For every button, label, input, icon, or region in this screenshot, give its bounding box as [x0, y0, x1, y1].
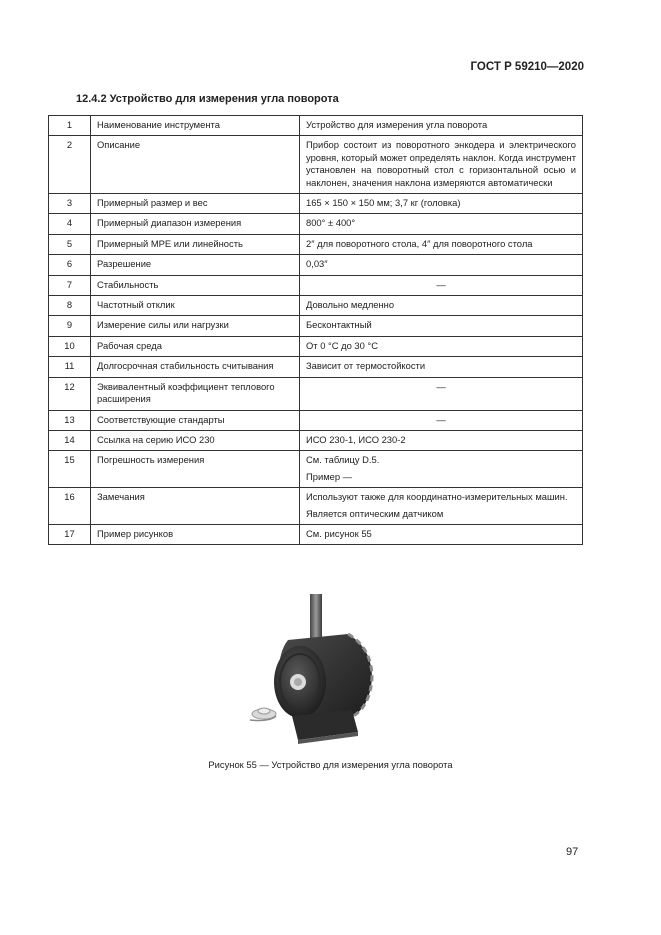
table-row [49, 488, 583, 525]
table-row [49, 316, 583, 336]
table-row [49, 194, 583, 214]
table-row [49, 451, 583, 488]
figure-caption: Рисунок 55 — Устройство для измерения угла поворота [208, 759, 453, 770]
table-row [49, 410, 583, 430]
row-value: ИСО 230-1, ИСО 230-2 [300, 430, 583, 450]
row-number: 16 [49, 488, 91, 525]
row-number: 13 [49, 410, 91, 430]
table-row [49, 136, 583, 194]
row-number: 10 [49, 336, 91, 356]
table-row [49, 214, 583, 234]
row-value-line: Используют также для координатно-измерительных машин. [306, 491, 568, 503]
row-value: — [300, 275, 583, 295]
table-row [49, 524, 583, 544]
row-value [300, 451, 583, 488]
document-id: ГОСТ Р 59210—2020 [470, 61, 584, 73]
row-value: 165 × 150 × 150 мм; 3,7 кг (головка) [300, 194, 583, 214]
row-number: 5 [49, 234, 91, 254]
page-number: 97 [566, 846, 579, 858]
row-value: 2″ для поворотного стола, 4″ для поворотного стола [300, 234, 583, 254]
row-parameter: Погрешность измерения [91, 451, 300, 488]
table-row [49, 377, 583, 410]
row-parameter: Примерный MPE или линейность [91, 234, 300, 254]
row-parameter: Долгосрочная стабильность считывания [91, 357, 300, 377]
table-row [49, 357, 583, 377]
row-value [300, 488, 583, 525]
row-parameter: Разрешение [91, 255, 300, 275]
row-value-line: Является оптическим датчиком [306, 507, 444, 519]
row-value: Бесконтактный [300, 316, 583, 336]
row-parameter: Рабочая среда [91, 336, 300, 356]
row-parameter: Описание [91, 136, 300, 194]
row-number: 7 [49, 275, 91, 295]
row-number: 3 [49, 194, 91, 214]
row-parameter: Пример рисунков [91, 524, 300, 544]
table-row [49, 336, 583, 356]
table-row [49, 255, 583, 275]
row-value: От 0 °C до 30 °C [300, 336, 583, 356]
row-parameter: Примерный диапазон измерения [91, 214, 300, 234]
row-value: 800° ± 400° [300, 214, 583, 234]
row-parameter: Стабильность [91, 275, 300, 295]
row-parameter: Наименование инструмента [91, 116, 300, 136]
row-number: 1 [49, 116, 91, 136]
row-value-line: Пример — [306, 470, 353, 482]
specification-table [48, 115, 583, 545]
table-row [49, 234, 583, 254]
row-parameter: Измерение силы или нагрузки [91, 316, 300, 336]
row-number: 14 [49, 430, 91, 450]
row-value: Прибор состоит из поворотного энкодера и электрического уровня, который может определять наклон. Когда инструмент установлен на поворотный стол с горизонтальной осью и наклонен, значения наклона измеряются автоматически [300, 136, 583, 194]
table-row [49, 275, 583, 295]
section-title: 12.4.2 Устройство для измерения угла поворота [76, 93, 339, 105]
row-number: 12 [49, 377, 91, 410]
row-value: 0,03″ [300, 255, 583, 275]
row-parameter: Частотный отклик [91, 296, 300, 316]
row-value: — [300, 377, 583, 410]
table-row [49, 430, 583, 450]
row-number: 2 [49, 136, 91, 194]
row-number: 9 [49, 316, 91, 336]
table-row [49, 296, 583, 316]
row-value: — [300, 410, 583, 430]
row-number: 6 [49, 255, 91, 275]
row-parameter: Примерный размер и вес [91, 194, 300, 214]
row-number: 8 [49, 296, 91, 316]
row-value-line: См. таблицу D.5. [306, 454, 380, 466]
row-parameter: Эквивалентный коэффициент теплового расширения [91, 377, 300, 410]
row-value: Зависит от термостойкости [300, 357, 583, 377]
row-value: См. рисунок 55 [300, 524, 583, 544]
row-parameter: Замечания [91, 488, 300, 525]
device-photo [240, 590, 390, 750]
row-parameter: Ссылка на серию ИСО 230 [91, 430, 300, 450]
row-number: 15 [49, 451, 91, 488]
row-number: 17 [49, 524, 91, 544]
row-value: Устройство для измерения угла поворота [300, 116, 583, 136]
row-value: Довольно медленно [300, 296, 583, 316]
row-number: 4 [49, 214, 91, 234]
row-number: 11 [49, 357, 91, 377]
table-row [49, 116, 583, 136]
row-parameter: Соответствующие стандарты [91, 410, 300, 430]
